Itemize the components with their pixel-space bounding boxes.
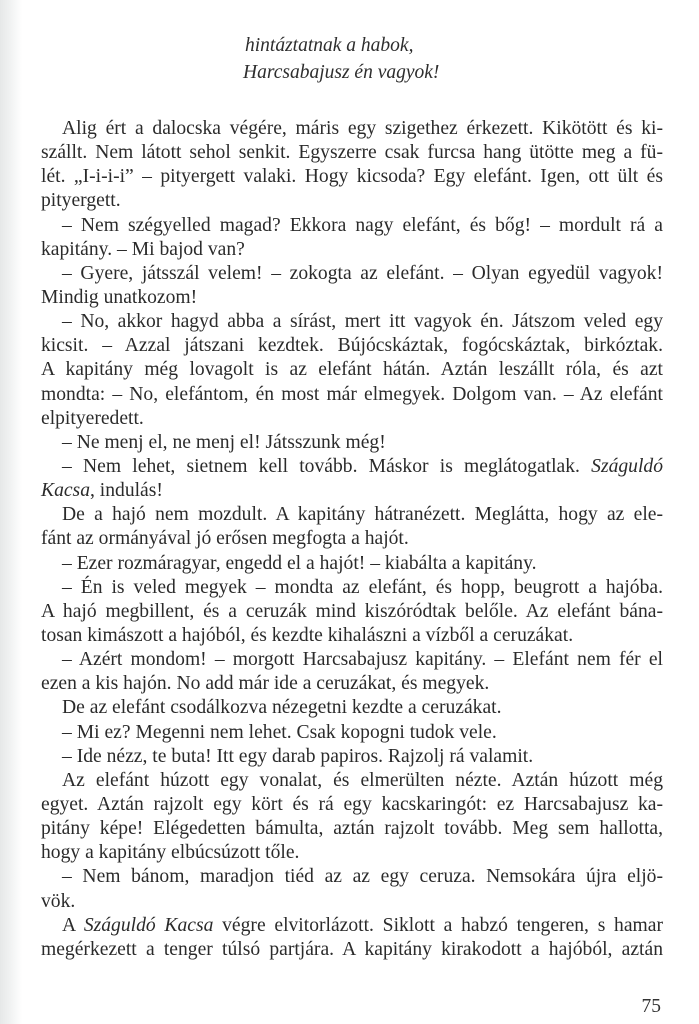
- verse-line: Harcsabajusz én vagyok!: [243, 62, 440, 83]
- text-line-content: – Gyere, játsszál velem! – zokogta az elefánt. – Olyan egyedül vagyok!: [62, 262, 663, 284]
- text-line-content: kapitány. – Mi bajod van?: [41, 238, 245, 260]
- text-line-content: Mindig unatkozom!: [41, 286, 198, 308]
- text-line-content: – Mi ez? Megenni nem lehet. Csak kopogni tudok vele.: [62, 721, 497, 743]
- verse-line: hintáztatnak a habok,: [245, 35, 414, 56]
- text-line: [41, 358, 663, 382]
- page-gutter-shadow: [0, 0, 22, 1024]
- italic-title: Száguldó: [591, 455, 663, 477]
- text-line: [41, 890, 663, 914]
- text-line: [41, 817, 663, 841]
- text-line-content: megérkezett a tenger túlsó partjára. A kapitány kirakodott a hajóból, aztán: [41, 938, 663, 960]
- text-line-content: szállt. Nem látott sehol senkit. Egyszerre csak furcsa hang ütötte meg a fü-: [41, 142, 663, 164]
- text-line-content: egyet. Aztán rajzolt egy kört és rá egy kacskaringót: ez Harcsabajusz ka-: [41, 793, 663, 815]
- text-line-content: pitány képe! Elégedetten bámulta, aztán rajzolt tovább. Meg sem hallotta,: [41, 818, 663, 840]
- text-line: [41, 189, 663, 213]
- text-line-content: mondta: – No, elefántom, én most már elmegyek. Dolgom van. – Az elefánt: [41, 383, 663, 405]
- text-line: [41, 286, 663, 310]
- text-line: [41, 793, 663, 817]
- text-line-content: tosan kimászott a hajóból, és kezdte kihalászni a vízből a ceruzákat.: [41, 624, 574, 646]
- text-line: [41, 721, 663, 745]
- text-line: [41, 165, 663, 189]
- text-line-content: – Nem lehet, sietnem kell tovább. Máskor is meglátogatlak.: [62, 455, 580, 477]
- text-line-content: A hajó megbillent, és a ceruzák mind kiszóródtak belőle. Az elefánt bána-: [41, 600, 663, 622]
- text-line-content: – Nem szégyelled magad? Ekkora nagy elefánt, és bőg! – mordult rá a: [62, 214, 663, 236]
- text-line: [41, 576, 663, 600]
- text-line-content: hogy a kapitány elbúcsúzott tőle.: [41, 842, 300, 864]
- text-line-content: kicsit. – Azzal játszani kezdtek. Bújócskáztak, fogócskáztak, birkóztak.: [41, 335, 663, 357]
- text-line: [41, 938, 663, 962]
- text-line: [41, 696, 663, 720]
- text-line: [41, 503, 663, 527]
- text-line-content: , indulás!: [89, 480, 163, 502]
- text-line-prefix: A: [62, 914, 84, 936]
- body-text: [41, 117, 663, 962]
- text-line: [41, 745, 663, 769]
- text-line-content: végre elvitorlázott. Siklott a habzó tengeren, s hamar: [213, 914, 664, 936]
- text-line: [41, 214, 663, 238]
- text-line: [41, 600, 663, 624]
- text-line: [41, 841, 663, 865]
- text-line-content: ezen a kis hajón. No add már ide a ceruzákat, és megyek.: [41, 673, 490, 695]
- text-line: [41, 648, 663, 672]
- text-line: [41, 672, 663, 696]
- text-line-content: – No, akkor hagyd abba a sírást, mert itt vagyok én. Játszom veled egy: [62, 311, 663, 333]
- text-line-content: Az elefánt húzott egy vonalat, és elmerülten nézte. Aztán húzott még: [62, 769, 663, 791]
- text-line-content: – Én is veled megyek – mondta az elefánt, és hopp, beugrott a hajóba.: [62, 576, 663, 598]
- text-line-content: De az elefánt csodálkozva nézegetni kezdte a ceruzákat.: [62, 697, 502, 719]
- text-line: [41, 552, 663, 576]
- text-line: [41, 238, 663, 262]
- text-line-content: elpityeredett.: [41, 407, 144, 429]
- page-number: 75: [641, 996, 661, 1017]
- text-line: [41, 262, 663, 286]
- text-line: [41, 527, 663, 551]
- text-line-content: fánt az ormányával jó erősen megfogta a hajót.: [41, 528, 409, 550]
- text-line: [41, 769, 663, 793]
- text-line-content: – Ide nézz, te buta! Itt egy darab papiros. Rajzolj rá valamit.: [62, 745, 534, 767]
- text-line-content: lét. „I-i-i-i” – pityergett valaki. Hogy kicsoda? Egy elefánt. Igen, ott ült és: [41, 166, 663, 188]
- text-line-content: – Ne menj el, ne menj el! Játsszunk még!: [62, 431, 386, 453]
- verse-block: [245, 32, 439, 86]
- text-line: [41, 141, 663, 165]
- text-line: [41, 479, 663, 503]
- text-line-content: – Ezer rozmáragyar, engedd el a hajót! – kiabálta a kapitány.: [62, 552, 537, 574]
- text-line-content: – Azért mondom! – morgott Harcsabajusz kapitány. – Elefánt nem fér el: [62, 649, 663, 671]
- italic-title: Száguldó Kacsa: [83, 914, 214, 936]
- text-line-content: vök.: [41, 890, 76, 912]
- text-line-content: De a hajó nem mozdult. A kapitány hátranézett. Meglátta, hogy az ele-: [62, 504, 663, 526]
- italic-title: Kacsa: [41, 480, 90, 502]
- text-line: [41, 455, 663, 479]
- text-line: [41, 117, 663, 141]
- text-line-content: Alig ért a dalocska végére, máris egy szigethez érkezett. Kikötött és ki-: [62, 118, 663, 139]
- text-line: [41, 431, 663, 455]
- text-line: [41, 914, 663, 938]
- text-line: [41, 407, 663, 431]
- text-line: [41, 624, 663, 648]
- text-line: [41, 383, 663, 407]
- text-line: [41, 865, 663, 889]
- text-line-content: pityergett.: [41, 190, 121, 212]
- text-line-content: A kapitány még lovagolt is az elefánt hátán. Aztán leszállt róla, és azt: [41, 359, 663, 381]
- text-line: [41, 334, 663, 358]
- text-line-content: – Nem bánom, maradjon tiéd az az egy ceruza. Nemsokára újra eljö-: [62, 866, 663, 888]
- text-line: [41, 310, 663, 334]
